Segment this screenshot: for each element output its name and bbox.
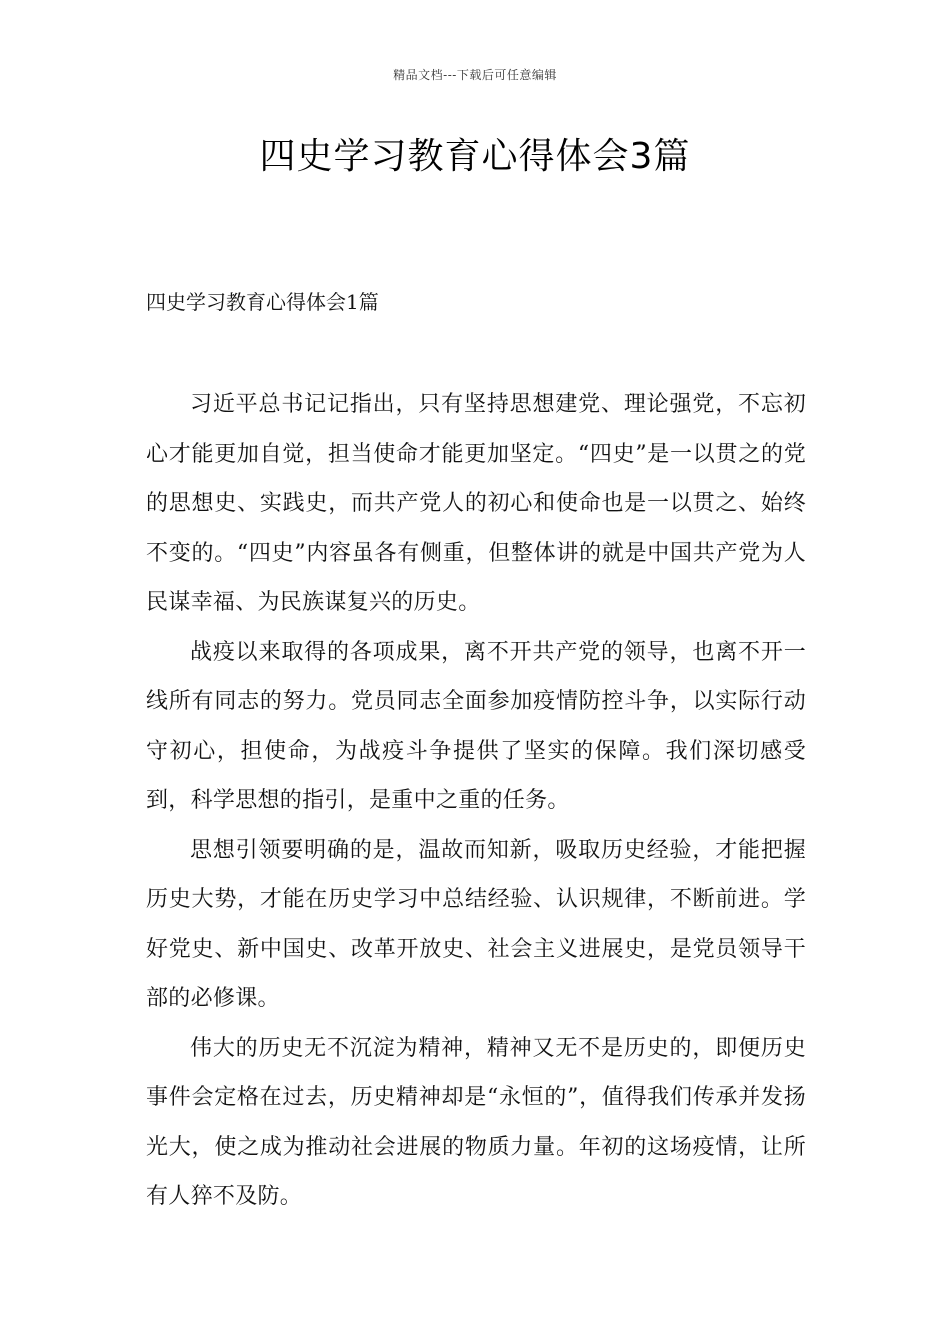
body-text xyxy=(146,380,806,1222)
document-title: 四史学习教育心得体会3篇 xyxy=(259,136,691,177)
paragraph-4: 伟大的历史无不沉淀为精神，精神又无不是历史的，即便历史事件会定格在过去，历史精神却是“永恒的”，值得我们传承并发扬光大，使之成为推动社会进展的物质力量。年初的这场疫情，让所有人猝不及防。 xyxy=(146,1035,806,1209)
paragraph-3: 思想引领要明确的是，温故而知新，吸取历史经验，才能把握历史大势，才能在历史学习中总结经验、认识规律，不断前进。学好党史、新中国史、改革开放史、社会主义进展史，是党员领导干部的必修课。 xyxy=(146,837,806,1011)
paragraph-2: 战疫以来取得的各项成果，离不开共产党的领导，也离不开一线所有同志的努力。党员同志全面参加疫情防控斗争，以实际行动守初心，担使命，为战疫斗争提供了坚实的保障。我们深切感受到，科学思想的指引，是重中之重的任务。 xyxy=(146,639,806,813)
header-note: 精品文档---下载后可任意编辑 xyxy=(393,68,557,82)
paragraph-1: 习近平总书记记指出，只有坚持思想建党、理论强党，不忘初心才能更加自觉，担当使命才能更加坚定。“四史”是一以贯之的党的思想史、实践史，而共产党人的初心和使命也是一以贯之、始终不变的。“四史”内容虽各有侧重，但整体讲的就是中国共产党为人民谋幸福、为民族谋复兴的历史。 xyxy=(146,392,806,615)
section-heading: 四史学习教育心得体会1篇 xyxy=(146,290,379,314)
